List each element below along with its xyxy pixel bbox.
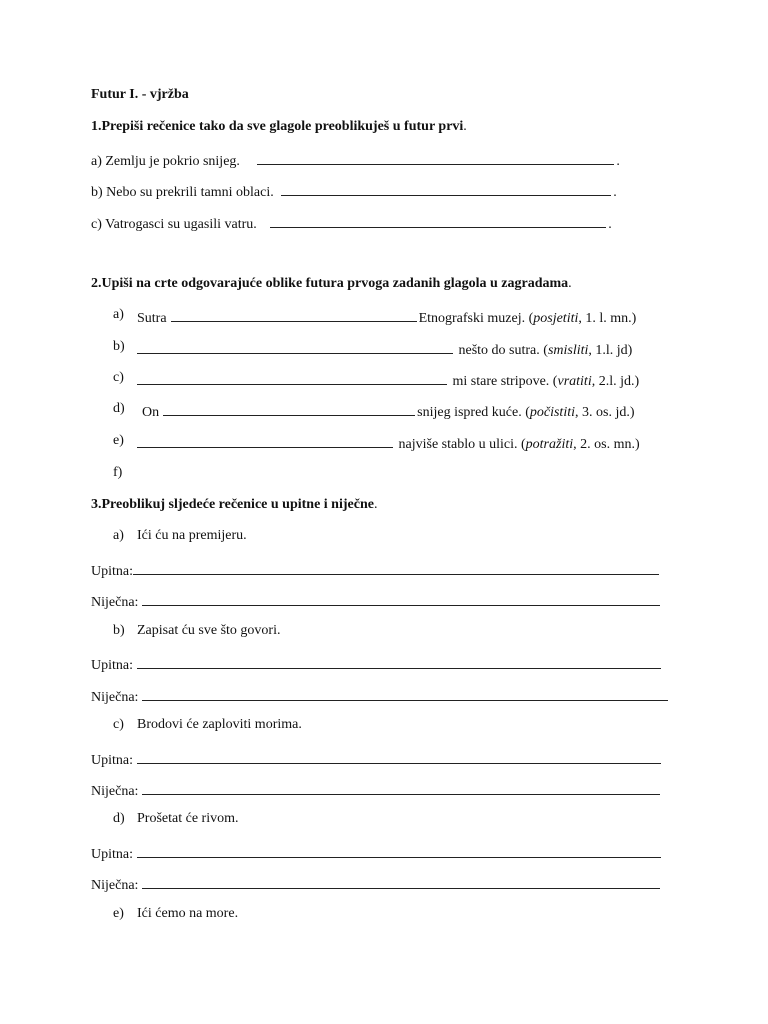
upitna-row bbox=[91, 843, 663, 864]
task2-heading-end: . bbox=[568, 276, 572, 291]
answer-blank[interactable] bbox=[137, 843, 661, 858]
answer-blank[interactable] bbox=[137, 433, 393, 448]
task2-heading bbox=[91, 275, 572, 293]
task1-item-c bbox=[91, 213, 612, 234]
task2-item-b bbox=[137, 339, 632, 359]
answer-blank[interactable] bbox=[281, 181, 611, 196]
nijecna-label: Niječna: bbox=[91, 878, 139, 893]
list-marker: b) bbox=[113, 339, 125, 354]
task1-item-b bbox=[91, 181, 617, 202]
task2-heading-text: 2.Upiši na crte odgovarajuće oblike futura prvoga zadanih glagola u zagradama bbox=[91, 276, 569, 291]
task1-heading bbox=[91, 118, 467, 136]
answer-blank[interactable] bbox=[257, 150, 614, 165]
nijecna-label: Niječna: bbox=[91, 690, 139, 705]
answer-blank[interactable] bbox=[142, 874, 660, 889]
task2-item-a bbox=[137, 307, 636, 327]
task2-verb: počistiti bbox=[529, 405, 575, 420]
task2-post: Etnografski muzej. ( bbox=[418, 311, 534, 326]
task2-item-c bbox=[137, 370, 639, 390]
answer-blank[interactable] bbox=[270, 213, 606, 228]
task1-item-end: . bbox=[608, 217, 612, 232]
list-marker: c) bbox=[113, 370, 124, 385]
task1-item-a bbox=[91, 150, 620, 171]
task3-sentence: Ići ćemo na more. bbox=[137, 906, 239, 921]
upitna-label: Upitna: bbox=[91, 564, 133, 579]
upitna-label: Upitna: bbox=[91, 753, 133, 768]
list-marker: d) bbox=[113, 811, 125, 826]
nijecna-row bbox=[91, 591, 662, 612]
task3-heading bbox=[91, 496, 377, 514]
task3-sentence: Zapisat ću sve što govori. bbox=[137, 623, 281, 638]
task2-post: mi stare stripove. ( bbox=[449, 374, 558, 389]
task3-sentence: Brodovi će zaploviti morima. bbox=[137, 717, 302, 732]
nijecna-row bbox=[91, 686, 670, 707]
task2-info: , 2. os. mn.) bbox=[573, 437, 640, 452]
task3-heading-end: . bbox=[373, 497, 378, 512]
answer-blank[interactable] bbox=[137, 370, 447, 385]
task1-item-end: . bbox=[613, 185, 617, 200]
list-marker: a) bbox=[113, 307, 124, 322]
list-marker: b) bbox=[113, 623, 125, 638]
task2-pre: Sutra bbox=[137, 311, 167, 326]
task2-verb: potražiti bbox=[525, 437, 574, 452]
upitna-label: Upitna: bbox=[91, 658, 133, 673]
task2-info: , 1.l. jd) bbox=[588, 343, 633, 358]
task2-post: snijeg ispred kuće. ( bbox=[417, 405, 530, 420]
nijecna-label: Niječna: bbox=[91, 784, 139, 799]
answer-blank[interactable] bbox=[171, 307, 417, 322]
nijecna-row bbox=[91, 874, 662, 895]
task2-info: , 1. l. mn.) bbox=[578, 311, 637, 326]
task2-info: , 2.l. jd.) bbox=[591, 374, 640, 389]
task2-item-d bbox=[142, 401, 635, 421]
answer-blank[interactable] bbox=[142, 686, 668, 701]
upitna-row bbox=[91, 749, 663, 770]
upitna-label: Upitna: bbox=[91, 847, 133, 862]
task1-sentence: a) Zemlju je pokrio snijeg. bbox=[91, 154, 240, 169]
task1-sentence: b) Nebo su prekrili tamni oblaci. bbox=[91, 185, 274, 200]
task2-post: najviše stablo u ulici. ( bbox=[395, 437, 526, 452]
list-marker: c) bbox=[113, 717, 124, 732]
answer-blank[interactable] bbox=[133, 560, 659, 575]
upitna-row bbox=[91, 654, 663, 675]
task3-sentence: Ići ću na premijeru. bbox=[137, 528, 247, 543]
answer-blank[interactable] bbox=[137, 339, 453, 354]
task1-heading-text: 1.Prepiši rečenice tako da sve glagole preoblikuješ u futur prvi bbox=[91, 119, 464, 134]
task2-post: nešto do sutra. ( bbox=[455, 343, 548, 358]
task1-item-end: . bbox=[616, 154, 620, 169]
nijecna-row bbox=[91, 780, 662, 801]
nijecna-label: Niječna: bbox=[91, 595, 139, 610]
task1-sentence: c) Vatrogasci su ugasili vatru. bbox=[91, 217, 257, 232]
task2-verb: vratiti bbox=[557, 374, 592, 389]
task2-pre: On bbox=[142, 405, 160, 420]
answer-blank[interactable] bbox=[137, 749, 661, 764]
upitna-row bbox=[91, 560, 661, 581]
task1-heading-end: . bbox=[463, 119, 467, 134]
task3-sentence: Prošetat će rivom. bbox=[137, 811, 239, 826]
answer-blank[interactable] bbox=[163, 401, 415, 416]
task2-verb: smisliti bbox=[547, 343, 589, 358]
list-marker: a) bbox=[113, 528, 124, 543]
answer-blank[interactable] bbox=[137, 654, 661, 669]
task2-item-e bbox=[137, 433, 640, 453]
list-marker: f) bbox=[113, 465, 123, 480]
worksheet-title: Futur I. - vjržba bbox=[91, 87, 189, 102]
task3-heading-text: 3.Preoblikuj sljedeće rečenice u upitne i niječne bbox=[91, 497, 374, 512]
answer-blank[interactable] bbox=[142, 780, 660, 795]
task2-info: , 3. os. jd.) bbox=[575, 405, 635, 420]
list-marker: e) bbox=[113, 906, 124, 921]
task2-verb: posjetiti bbox=[533, 311, 579, 326]
list-marker: e) bbox=[113, 433, 124, 448]
answer-blank[interactable] bbox=[142, 591, 660, 606]
list-marker: d) bbox=[113, 401, 125, 416]
